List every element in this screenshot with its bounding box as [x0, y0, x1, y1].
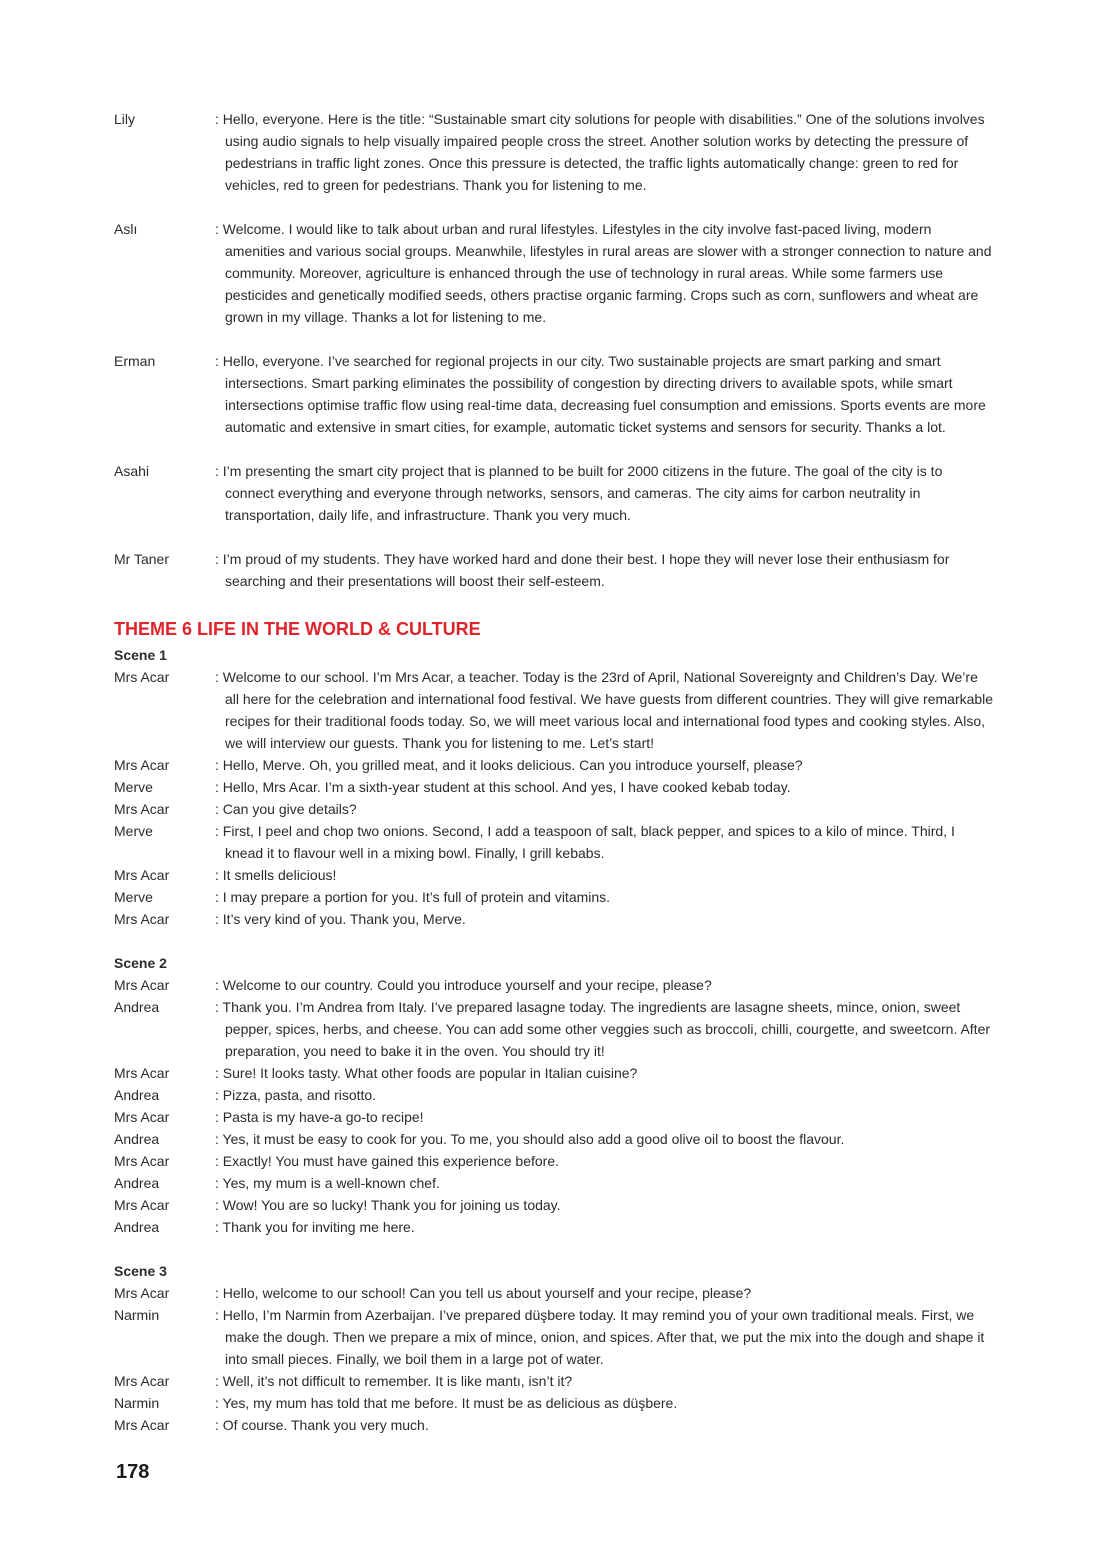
dialogue-row [114, 886, 994, 908]
dialogue-row [114, 1084, 994, 1106]
presentation-row [114, 218, 994, 328]
dialogue-text: : Welcome to our school. I’m Mrs Acar, a teacher. Today is the 23rd of April, National Sovereignty and Children’s Day. We’re all here for the celebration and international food festival. We have guests from different countries. They will give remarkable recipes for their traditional foods today. So, we will meet various local and international food types and cooking styles. Also, we will interview our guests. Thank you for listening to me. Let’s start! [215, 669, 994, 751]
dialogue-text: : Yes, my mum is a well-known chef. [215, 1175, 440, 1191]
scene-block [114, 1260, 994, 1436]
dialogue-text: : Exactly! You must have gained this experience before. [215, 1153, 559, 1169]
page-number: 178 [116, 1461, 150, 1483]
scenes-section [114, 644, 994, 1436]
dialogue-row [114, 754, 994, 776]
dialogue-row [114, 776, 994, 798]
speaker-name: Andrea [114, 999, 160, 1015]
speaker-name: Mrs Acar [114, 1197, 170, 1213]
transcript-page [114, 108, 994, 1436]
dialogue-row [114, 1392, 994, 1414]
theme-title: THEME 6 LIFE IN THE WORLD & CULTURE [114, 619, 481, 639]
presentation-row [114, 108, 994, 196]
dialogue-row [114, 908, 994, 930]
spacer [114, 438, 994, 460]
dialogue-text: : Hello, everyone. Here is the title: “Sustainable smart city solutions for people with disabilities.” One of the solutions involves using audio signals to help visually impaired people cross the street. Another solution works by detecting the pressure of pedestrians in traffic light zones. Once this pressure is detected, the traffic lights automatically change: green to red for vehicles, red to green for pedestrians. Thank you for listening to me. [215, 111, 985, 193]
speaker-name: Merve [114, 779, 153, 795]
dialogue-text: : Well, it’s not difficult to remember. It is like mantı, isn’t it? [215, 1373, 573, 1389]
dialogue-text: : Pizza, pasta, and risotto. [215, 1087, 377, 1103]
dialogue-text: : Hello, welcome to our school! Can you tell us about yourself and your recipe, please? [215, 1285, 752, 1301]
speaker-name: Andrea [114, 1175, 160, 1191]
speaker-name: Aslı [114, 221, 138, 237]
speaker-name: Asahi [114, 463, 150, 479]
dialogue-row [114, 1106, 994, 1128]
dialogue-row [114, 864, 994, 886]
dialogue-row [114, 1194, 994, 1216]
speaker-name: Mr Taner [114, 551, 169, 567]
speaker-name: Mrs Acar [114, 867, 170, 883]
dialogue-text: : It smells delicious! [215, 867, 337, 883]
scene-title: Scene 2 [114, 955, 167, 971]
dialogue-text: : I’m proud of my students. They have worked hard and done their best. I hope they will never lose their enthusiasm for searching and their presentations will boost their self-esteem. [215, 551, 950, 589]
dialogue-text: : Thank you. I’m Andrea from Italy. I’ve prepared lasagne today. The ingredients are lasagne sheets, mince, onion, sweet pepper, spices, herbs, and cheese. You can add some other veggies such as broccoli, chilli, courgette, and sweetcorn. After preparation, you need to bake it in the oven. You should try it! [215, 999, 991, 1059]
dialogue-text: : Of course. Thank you very much. [215, 1417, 429, 1433]
speaker-name: Mrs Acar [114, 1285, 170, 1301]
spacer [114, 930, 994, 952]
speaker-name: Mrs Acar [114, 1417, 170, 1433]
dialogue-text: : Hello, Merve. Oh, you grilled meat, and it looks delicious. Can you introduce yourself, please? [215, 757, 803, 773]
dialogue-text: : Wow! You are so lucky! Thank you for joining us today. [215, 1197, 561, 1213]
presentation-row [114, 548, 994, 592]
speaker-name: Mrs Acar [114, 801, 170, 817]
scene-block [114, 952, 994, 1260]
dialogue-text: : It’s very kind of you. Thank you, Merve. [215, 911, 466, 927]
spacer [114, 1238, 994, 1260]
dialogue-row [114, 1216, 994, 1238]
spacer [114, 196, 994, 218]
speaker-name: Narmin [114, 1307, 160, 1323]
speaker-name: Mrs Acar [114, 757, 170, 773]
dialogue-text: : Hello, I’m Narmin from Azerbaijan. I’ve prepared düşbere today. It may remind you of your own traditional meals. First, we make the dough. Then we prepare a mix of mince, onion, and spices. After that, we put the mix into the dough and shape it into small pieces. Finally, we boil them in a large pot of water. [215, 1307, 985, 1367]
dialogue-text: : Thank you for inviting me here. [215, 1219, 415, 1235]
dialogue-text: : Yes, it must be easy to cook for you. To me, you should also add a good olive oil to boost the flavour. [215, 1131, 845, 1147]
dialogue-text: : I’m presenting the smart city project that is planned to be built for 2000 citizens in the future. The goal of the city is to connect everything and everyone through networks, sensors, and cameras. The city aims for carbon neutrality in transportation, daily life, and infrastructure. Thank you very much. [215, 463, 943, 523]
dialogue-row [114, 666, 994, 754]
speaker-name: Merve [114, 823, 153, 839]
dialogue-row [114, 1062, 994, 1084]
presentations-section [114, 108, 994, 614]
dialogue-row [114, 1150, 994, 1172]
speaker-name: Mrs Acar [114, 669, 170, 685]
dialogue-text: : Pasta is my have-a go-to recipe! [215, 1109, 424, 1125]
scene-title: Scene 1 [114, 647, 167, 663]
dialogue-text: : I may prepare a portion for you. It’s full of protein and vitamins. [215, 889, 611, 905]
speaker-name: Andrea [114, 1131, 160, 1147]
dialogue-row [114, 1370, 994, 1392]
dialogue-text: : Welcome. I would like to talk about urban and rural lifestyles. Lifestyles in the city involve fast-paced living, modern amenities and various social groups. Meanwhile, lifestyles in rural areas are slower with a stronger connection to nature and community. Moreover, agriculture is enhanced through the use of technology in rural areas. While some farmers use pesticides and genetically modified seeds, others practise organic farming. Crops such as corn, sunflowers and wheat are grown in my village. Thanks a lot for listening to me. [215, 221, 992, 325]
dialogue-row [114, 798, 994, 820]
dialogue-text: : Can you give details? [215, 801, 357, 817]
spacer [114, 328, 994, 350]
speaker-name: Mrs Acar [114, 1109, 170, 1125]
scene-block [114, 644, 994, 952]
scene-title: Scene 3 [114, 1263, 167, 1279]
dialogue-row [114, 820, 994, 864]
speaker-name: Lily [114, 111, 136, 127]
dialogue-text: : Yes, my mum has told that me before. It must be as delicious as düşbere. [215, 1395, 678, 1411]
spacer [114, 592, 994, 614]
dialogue-row [114, 1282, 994, 1304]
dialogue-text: : Welcome to our country. Could you introduce yourself and your recipe, please? [215, 977, 712, 993]
speaker-name: Mrs Acar [114, 1373, 170, 1389]
dialogue-row [114, 1128, 994, 1150]
spacer [114, 526, 994, 548]
speaker-name: Andrea [114, 1219, 160, 1235]
speaker-name: Erman [114, 353, 156, 369]
speaker-name: Merve [114, 889, 153, 905]
dialogue-row [114, 996, 994, 1062]
dialogue-row [114, 1304, 994, 1370]
speaker-name: Mrs Acar [114, 911, 170, 927]
speaker-name: Mrs Acar [114, 1065, 170, 1081]
speaker-name: Mrs Acar [114, 977, 170, 993]
dialogue-text: : Hello, Mrs Acar. I’m a sixth-year student at this school. And yes, I have cooked kebab today. [215, 779, 791, 795]
speaker-name: Mrs Acar [114, 1153, 170, 1169]
presentation-row [114, 460, 994, 526]
dialogue-row [114, 1414, 994, 1436]
speaker-name: Andrea [114, 1087, 160, 1103]
dialogue-text: : Sure! It looks tasty. What other foods are popular in Italian cuisine? [215, 1065, 638, 1081]
dialogue-row [114, 1172, 994, 1194]
dialogue-text: : Hello, everyone. I’ve searched for regional projects in our city. Two sustainable projects are smart parking and smart intersections. Smart parking eliminates the possibility of congestion by directing drivers to available spots, while smart intersections optimise traffic flow using real-time data, decreasing fuel consumption and emissions. Sports events are more automatic and extensive in smart cities, for example, automatic ticket systems and sensors for security. Thanks a lot. [215, 353, 986, 435]
dialogue-text: : First, I peel and chop two onions. Second, I add a teaspoon of salt, black pepper, and spices to a kilo of mince. Third, I knead it to flavour well in a mixing bowl. Finally, I grill kebabs. [215, 823, 955, 861]
speaker-name: Narmin [114, 1395, 160, 1411]
presentation-row [114, 350, 994, 438]
dialogue-row [114, 974, 994, 996]
